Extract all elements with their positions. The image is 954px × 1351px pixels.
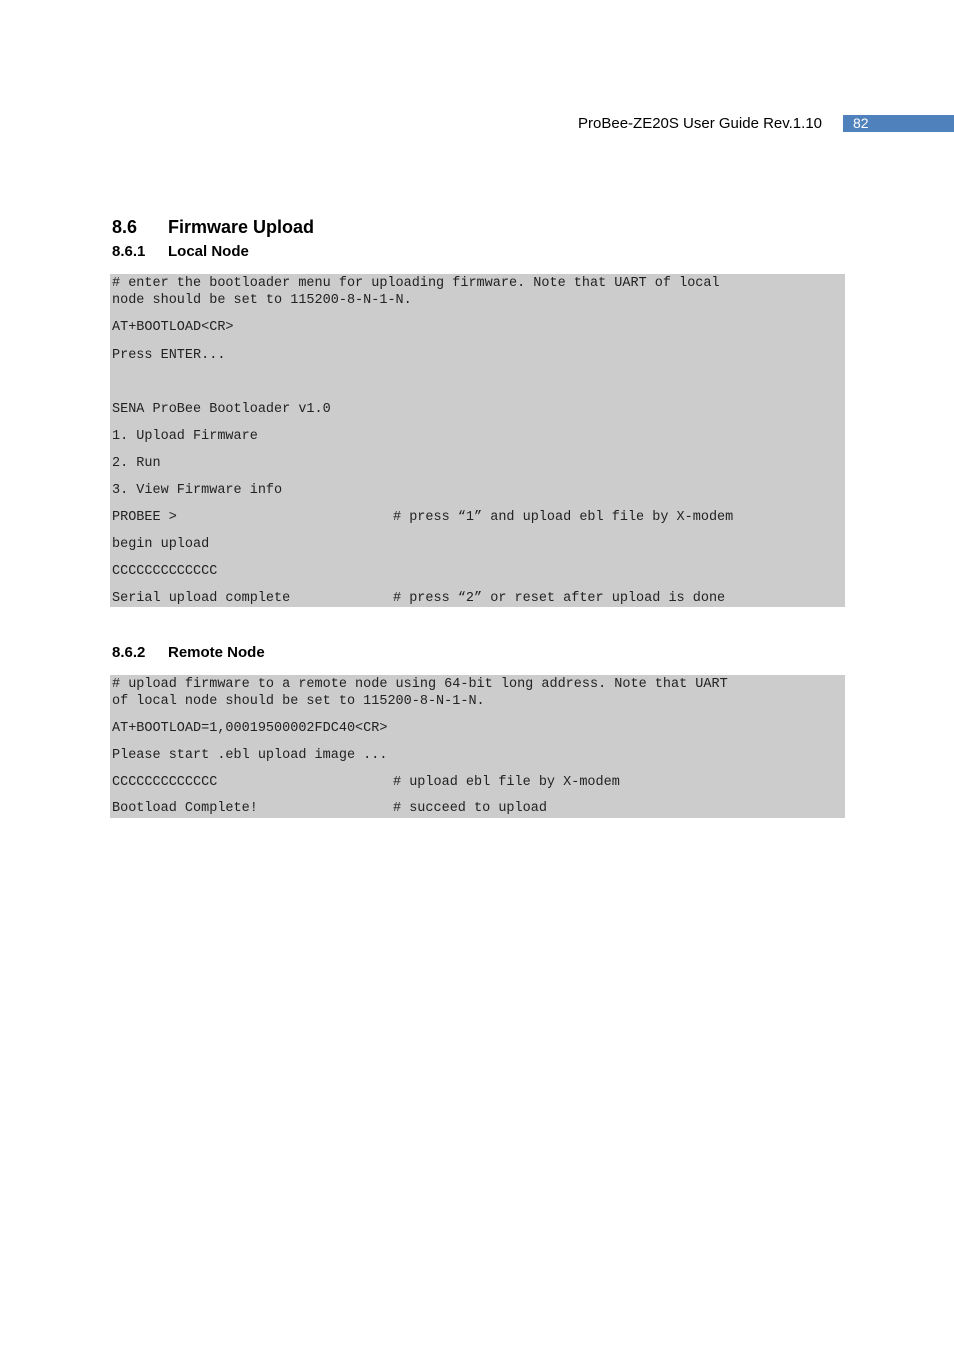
code-comment: # succeed to upload xyxy=(393,801,547,816)
section-number: 8.6 xyxy=(112,217,138,237)
code-line: PROBEE > xyxy=(112,510,177,525)
code-line: # upload firmware to a remote node using 64-bit long address. Note that UART xyxy=(112,677,728,692)
code-block-remote xyxy=(110,675,845,818)
code-comment: # press “1” and upload ebl file by X-modem xyxy=(393,510,734,525)
code-line: AT+BOOTLOAD<CR> xyxy=(112,320,234,335)
code-comment: # press “2” or reset after upload is done xyxy=(393,591,726,606)
code-line: node should be set to 115200-8-N-1-N. xyxy=(112,293,412,308)
code-line: Serial upload complete xyxy=(112,591,291,606)
subsection-title: Local Node xyxy=(168,243,249,260)
code-line: # enter the bootloader menu for uploading firmware. Note that UART of local xyxy=(112,276,720,291)
subsection-heading-remote xyxy=(112,644,265,662)
section-title: Firmware Upload xyxy=(168,217,315,237)
code-line: 2. Run xyxy=(112,456,161,471)
code-line: 1. Upload Firmware xyxy=(112,429,258,444)
section-heading xyxy=(112,216,314,238)
document-title: ProBee-ZE20S User Guide Rev.1.10 xyxy=(578,115,823,132)
code-line: of local node should be set to 115200-8-N-1-N. xyxy=(112,694,485,709)
code-line: Press ENTER... xyxy=(112,348,226,363)
subsection-number: 8.6.1 xyxy=(112,243,146,260)
code-comment: # upload ebl file by X-modem xyxy=(393,775,620,790)
code-line: Please start .ebl upload image ... xyxy=(112,748,388,763)
code-line: AT+BOOTLOAD=1,00019500002FDC40<CR> xyxy=(112,721,388,736)
code-block-local xyxy=(110,274,845,607)
code-line: SENA ProBee Bootloader v1.0 xyxy=(112,402,331,417)
page-number-badge: 82 xyxy=(843,115,954,132)
subsection-title: Remote Node xyxy=(168,644,265,661)
subsection-heading-local xyxy=(112,243,249,261)
code-line: Bootload Complete! xyxy=(112,801,258,816)
code-line: begin upload xyxy=(112,537,210,552)
code-line: 3. View Firmware info xyxy=(112,483,283,498)
subsection-number: 8.6.2 xyxy=(112,644,146,661)
code-line: CCCCCCCCCCCCC xyxy=(112,564,218,579)
code-line: CCCCCCCCCCCCC xyxy=(112,775,218,790)
